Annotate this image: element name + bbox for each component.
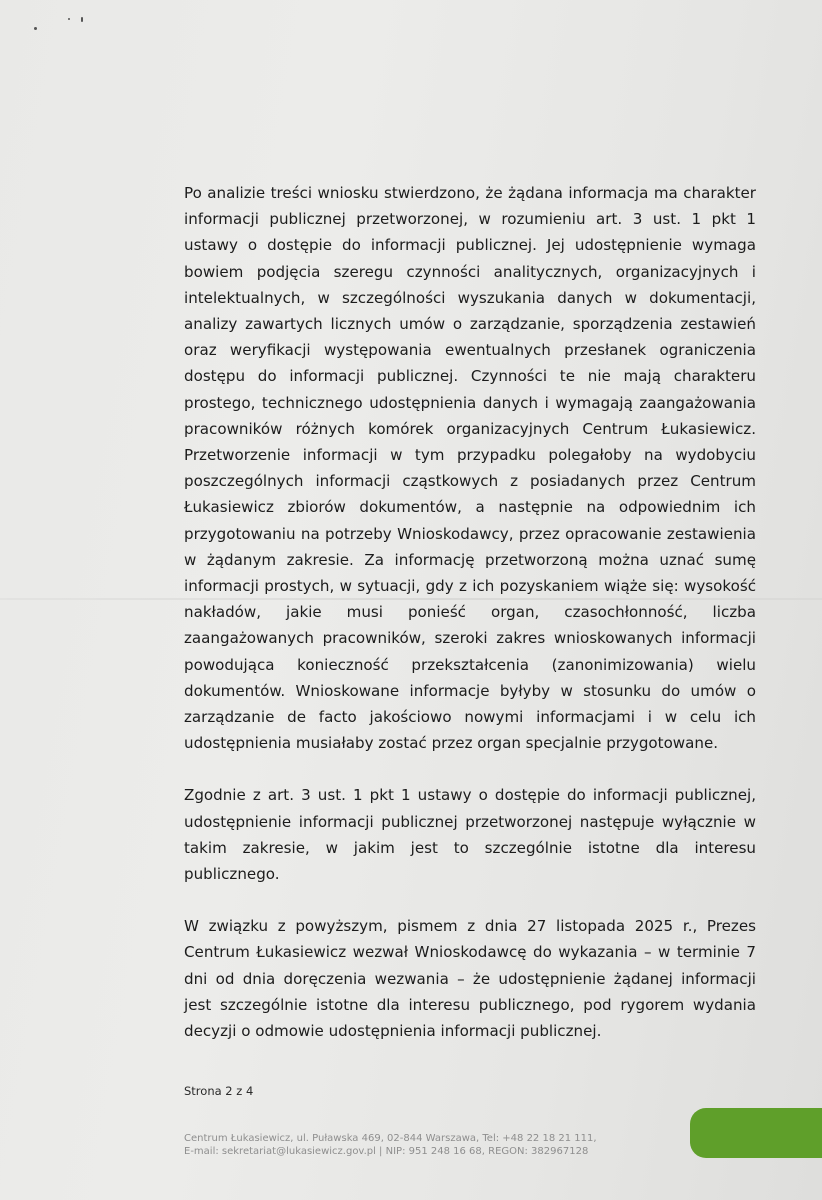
paragraph-processed-information: Po analizie treści wniosku stwierdzono, że żądana informacja ma charakter informacji publicznej przetworzonej, w rozumieniu art. 3 ust. 1 pkt 1 ustawy o dostępie do informacji publicznej. Jej udostępnienie wymaga bowiem podjęcia szeregu czynności analitycznych, organizacyjnych i intelektualnych, w szczególności wyszukania danych w dokumentacji, analizy zawartych licznych umów o zarządzanie, sporządzenia zestawień oraz weryfikacji występowania ewentualnych przesłanek ograniczenia dostępu do informacji publicznej. Czynności te nie mają charakteru prostego, technicznego udostępnienia danych i wymagają zaangażowania pracowników różnych komórek organizacyjnych Centrum Łukasiewicz. Przetworzenie informacji w tym przypadku polegałoby na wydobyciu poszczególnych informacji cząstkowych z posiadanych przez Centrum Łukasiewicz zbiorów dokumentów, a następnie na odpowiednim ich przygotowaniu na potrzeby Wnioskodawcy, przez opracowanie zestawienia w żądanym zakresie. Za informację przetworzoną można uznać sumę informacji prostych, w sytuacji, gdy z ich pozyskaniem wiąże się: wysokość nakładów, jakie musi ponieść organ, czasochłonność, liczba zaangażowanych pracowników, szeroki zakres wnioskowanych informacji powodująca konieczność przekształcenia (zanonimizowania) wielu dokumentów. Wnioskowane informacje byłyby w stosunku do umów o zarządzanie de facto jakościowo nowymi informacjami i w celu ich udostępnienia musiałaby zostać przez organ specjalnie przygotowane. [184,184,756,753]
letterhead-footer [184,1132,597,1158]
paper-speck [34,27,37,30]
paper-speck [81,17,83,22]
footer-contact-line: E-mail: sekretariat@lukasiewicz.gov.pl | NIP: 951 248 16 68, REGON: 382967128 [184,1146,589,1157]
paper-speck [68,18,70,20]
brand-green-bar [690,1108,822,1158]
footer-address-line: Centrum Łukasiewicz, ul. Puławska 469, 02-844 Warszawa, Tel: +48 22 18 21 111, [184,1133,597,1144]
letter-body [184,180,756,1044]
paragraph-legal-basis: Zgodnie z art. 3 ust. 1 pkt 1 ustawy o dostępie do informacji publicznej, udostępnienie informacji publicznej przetworzonej następuje wyłącznie w takim zakresie, w jakim jest to szczególnie istotne dla interesu publicznego. [184,786,756,884]
paragraph-summons: W związku z powyższym, pismem z dnia 27 listopada 2025 r., Prezes Centrum Łukasiewicz wezwał Wnioskodawcę do wykazania – w terminie 7 dni od dnia doręczenia wezwania – że udostępnienie żądanej informacji jest szczególnie istotne dla interesu publicznego, pod rygorem wydania decyzji o odmowie udostępnienia informacji publicznej. [184,917,756,1041]
page-number: Strona 2 z 4 [184,1084,254,1098]
